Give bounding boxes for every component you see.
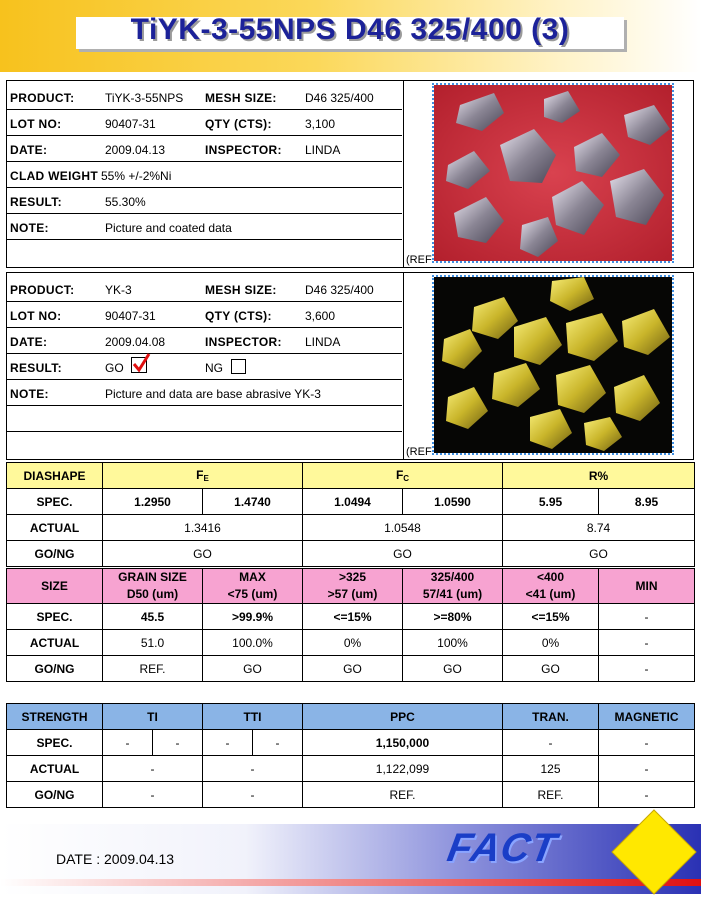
strength-spec-row — [7, 730, 695, 756]
spec-label: SPEC. — [7, 604, 103, 630]
actual-label: ACTUAL — [7, 515, 103, 541]
gong-cell: GO — [403, 656, 503, 682]
qty-label: QTY (CTS): — [205, 309, 272, 323]
size-spec-row — [7, 604, 695, 630]
result-row — [7, 188, 402, 214]
strength-gong-row — [7, 782, 695, 808]
ti-header: TI — [103, 704, 203, 730]
actual-cell: 100% — [403, 630, 503, 656]
actual-label: ACTUAL — [7, 756, 103, 782]
ppc-spec-cell: 1,150,000 — [303, 730, 503, 756]
diashape-header-row — [7, 463, 695, 489]
spec-cell: 1.2950 — [103, 489, 203, 515]
mesh-label: MESH SIZE: — [205, 91, 277, 105]
spec-cell: 1.0494 — [303, 489, 403, 515]
actual-cell: - — [599, 756, 695, 782]
gong-cell: GO — [203, 656, 303, 682]
max-header: MAX <75 (um) — [203, 569, 303, 604]
gong-cell: REF. — [503, 782, 599, 808]
gong-label: GO/NG — [7, 656, 103, 682]
size-gong-row — [7, 656, 695, 682]
under-400-header: <400 <41 (um) — [503, 569, 599, 604]
check-icon — [131, 353, 151, 373]
base-abrasive-panel — [6, 272, 694, 460]
date-value: 2009.04.08 — [105, 335, 166, 349]
result-label: RESULT: — [10, 361, 62, 375]
range-325-400-header: 325/400 57/41 (um) — [403, 569, 503, 604]
inspector-label: INSPECTOR: — [205, 143, 282, 157]
qty-value: 3,600 — [305, 309, 336, 323]
footer-date: DATE : 2009.04.13 — [56, 851, 175, 867]
magnetic-header: MAGNETIC — [599, 704, 695, 730]
diashape-gong-row — [7, 541, 695, 567]
spec-cell: 1.4740 — [203, 489, 303, 515]
actual-cell: 51.0 — [103, 630, 203, 656]
actual-cell: - — [203, 756, 303, 782]
diamond-logo-icon — [610, 808, 698, 896]
lot-label: LOT NO: — [10, 309, 62, 323]
photo1-ref: (REF — [406, 254, 432, 266]
gong-cell: - — [203, 782, 303, 808]
grain-size-header: GRAIN SIZE D50 (um) — [103, 569, 203, 604]
gong-cell: REF. — [103, 656, 203, 682]
actual-cell: - — [103, 756, 203, 782]
size-actual-row — [7, 630, 695, 656]
date-row-2 — [7, 328, 402, 354]
mesh-value: D46 325/400 — [305, 91, 374, 105]
result-label: RESULT: — [10, 195, 62, 209]
actual-cell: 0% — [503, 630, 599, 656]
fe-header: $F_E$ — [103, 463, 303, 489]
mesh-value: D46 325/400 — [305, 283, 374, 297]
note-value: Picture and data are base abrasive YK-3 — [105, 387, 321, 401]
blank-row — [7, 406, 402, 432]
diashape-actual-row — [7, 515, 695, 541]
gong-cell: - — [103, 782, 203, 808]
note-row — [7, 214, 402, 240]
lot-value: 90407-31 — [105, 309, 156, 323]
coated-diamond-photo — [432, 83, 674, 263]
inspector-value: LINDA — [305, 335, 341, 349]
actual-cell: 1.0548 — [303, 515, 503, 541]
size-header-row — [7, 569, 695, 604]
ppc-header: PPC — [303, 704, 503, 730]
note-label: NOTE: — [10, 387, 49, 401]
lot-label: LOT NO: — [10, 117, 62, 131]
fc-header: $F_C$ — [303, 463, 503, 489]
product-label: PRODUCT: — [10, 283, 75, 297]
tti-header: TTI — [203, 704, 303, 730]
gong-label: GO/NG — [7, 782, 103, 808]
note-label: NOTE: — [10, 221, 49, 235]
spec-cell: >=80% — [403, 604, 503, 630]
size-header: SIZE — [7, 569, 103, 604]
note-value: Picture and coated data — [105, 221, 232, 235]
product-row — [7, 84, 402, 110]
over-325-header: >325 >57 (um) — [303, 569, 403, 604]
base-diamond-photo — [432, 275, 674, 455]
lot-row — [7, 110, 402, 136]
clad-value: 55% +/-2%Ni — [101, 169, 172, 183]
actual-cell: 8.74 — [503, 515, 695, 541]
spec-cell: 45.5 — [103, 604, 203, 630]
mesh-label: MESH SIZE: — [205, 283, 277, 297]
tti-spec-cell: - - — [203, 730, 303, 756]
clad-label: CLAD WEIGHT — [10, 169, 98, 183]
spec-cell: 1.0590 — [403, 489, 503, 515]
gong-cell: GO — [503, 541, 695, 567]
diashape-spec-row — [7, 489, 695, 515]
ng-label: NG — [205, 361, 223, 375]
date-label: DATE: — [10, 335, 48, 349]
product-row-2 — [7, 276, 402, 302]
result-row-2 — [7, 354, 402, 380]
product-value: TiYK-3-55NPS — [105, 91, 184, 105]
diashape-table — [6, 462, 695, 567]
photo2-ref: (REF — [406, 446, 432, 458]
strength-header-row — [7, 704, 695, 730]
product-value: YK-3 — [105, 283, 132, 297]
spec-cell: 8.95 — [599, 489, 695, 515]
go-label: GO — [105, 361, 124, 375]
footer-red-stripe — [0, 879, 701, 886]
lot-row-2 — [7, 302, 402, 328]
spec-cell: - — [599, 604, 695, 630]
spec-label: SPEC. — [7, 730, 103, 756]
magnetic-spec-cell: - — [599, 730, 695, 756]
actual-cell: 0% — [303, 630, 403, 656]
gong-cell: - — [599, 656, 695, 682]
inspector-label: INSPECTOR: — [205, 335, 282, 349]
clad-row — [7, 162, 402, 188]
gong-cell: - — [599, 782, 695, 808]
min-header: MIN — [599, 569, 695, 604]
tran-spec-cell: - — [503, 730, 599, 756]
note-row-2 — [7, 380, 402, 406]
page-title: TiYK-3-55NPS D46 325/400 (3) — [130, 13, 570, 46]
spec-cell: <=15% — [503, 604, 599, 630]
qty-value: 3,100 — [305, 117, 336, 131]
actual-cell: 100.0% — [203, 630, 303, 656]
date-value: 2009.04.13 — [105, 143, 166, 157]
go-checkbox[interactable] — [131, 357, 147, 373]
result-value: 55.30% — [105, 195, 146, 209]
r-percent-header: R% — [503, 463, 695, 489]
ng-checkbox[interactable] — [231, 359, 246, 374]
gong-cell: GO — [303, 541, 503, 567]
date-row — [7, 136, 402, 162]
actual-label: ACTUAL — [7, 630, 103, 656]
ti-spec-cell: - - — [103, 730, 203, 756]
spec-cell: >99.9% — [203, 604, 303, 630]
product-label: PRODUCT: — [10, 91, 75, 105]
strength-table — [6, 703, 695, 808]
qty-label: QTY (CTS): — [205, 117, 272, 131]
gong-cell: REF. — [303, 782, 503, 808]
tran-header: TRAN. — [503, 704, 599, 730]
gong-cell: GO — [303, 656, 403, 682]
strength-actual-row — [7, 756, 695, 782]
gong-cell: GO — [503, 656, 599, 682]
gong-label: GO/NG — [7, 541, 103, 567]
spec-label: SPEC. — [7, 489, 103, 515]
gong-cell: GO — [103, 541, 303, 567]
spec-cell: 5.95 — [503, 489, 599, 515]
size-table — [6, 568, 695, 682]
spec-cell: <=15% — [303, 604, 403, 630]
actual-cell: 1,122,099 — [303, 756, 503, 782]
diashape-header: DIASHAPE — [7, 463, 103, 489]
inspector-value: LINDA — [305, 143, 341, 157]
actual-cell: 125 — [503, 756, 599, 782]
fact-logo: FACT — [444, 826, 561, 870]
coated-product-panel — [6, 80, 694, 268]
actual-cell: 1.3416 — [103, 515, 303, 541]
strength-header: STRENGTH — [7, 704, 103, 730]
date-label: DATE: — [10, 143, 48, 157]
lot-value: 90407-31 — [105, 117, 156, 131]
actual-cell: - — [599, 630, 695, 656]
